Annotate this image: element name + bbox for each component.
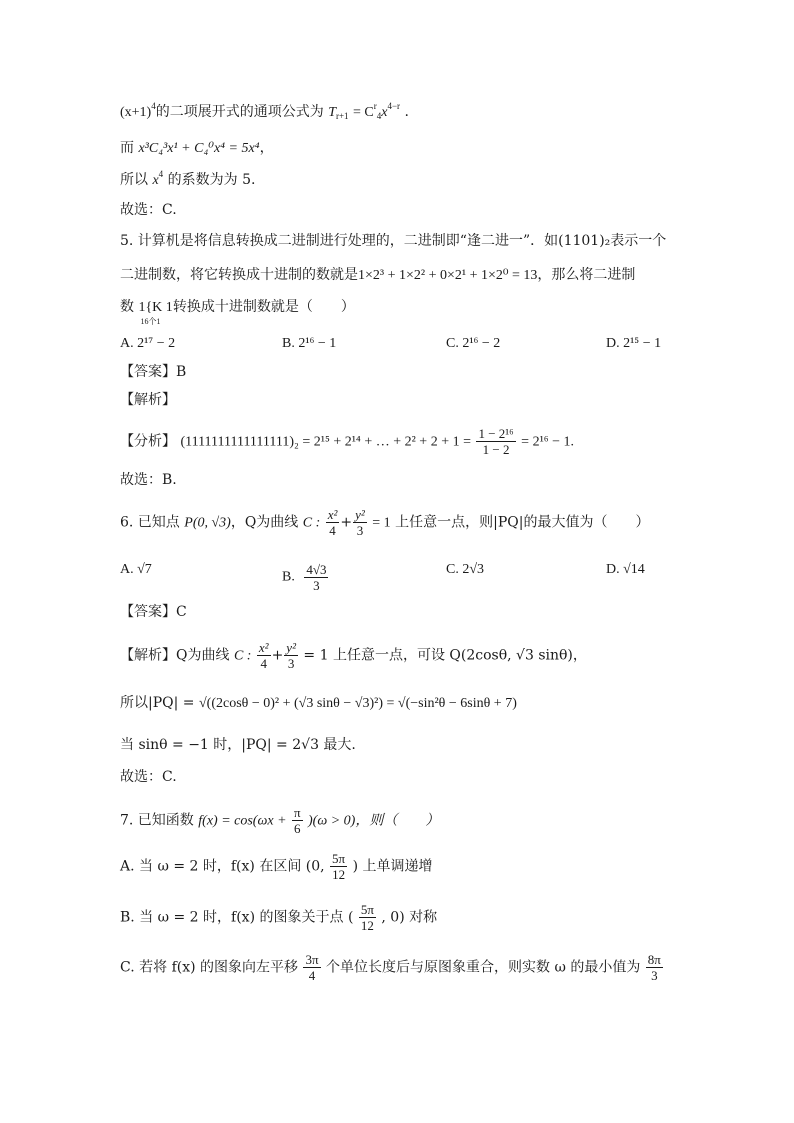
- q7-option-b: [120, 902, 437, 933]
- denominator: 3: [651, 968, 658, 983]
- q5-option-c: C. 2¹⁶ − 2: [446, 336, 501, 351]
- expr: (x+1): [120, 105, 152, 120]
- q5-analysis-label: 【解析】: [120, 392, 176, 408]
- pre: 【解析】Q为曲线: [120, 647, 230, 664]
- solution-line-binomial: [120, 101, 409, 124]
- numerator: 5π: [360, 902, 374, 917]
- pi-fraction: [292, 805, 303, 836]
- numerator: 1 − 2¹⁶: [478, 426, 514, 441]
- pre: 7. 已知函数: [120, 812, 194, 829]
- c-sup: r: [373, 101, 377, 111]
- c-sub: 4: [376, 111, 382, 121]
- formula: √((2cosθ − 0)² + (√3 sinθ − √3)²) = √(−sin²θ − 6sinθ + 7): [198, 696, 517, 711]
- q6-option-c: C. 2√3: [446, 562, 485, 577]
- solution-line-result: [120, 169, 255, 192]
- post: ) 上单调递增: [352, 858, 433, 875]
- denominator: 3: [287, 656, 295, 671]
- q6-answer: 【答案】C: [120, 604, 187, 620]
- x-symbol: x: [381, 105, 388, 120]
- pre: A. 当 ω = 2 时，f(x) 在区间 (0,: [120, 858, 325, 875]
- fraction: [330, 851, 347, 882]
- formula: (1111111111111111)₂ = 2¹⁵ + 2¹⁴ + … + 2² + 2 + 1 =: [180, 434, 471, 450]
- eq-c: = C: [353, 105, 374, 120]
- mid: 个单位长度后与原图象重合，则实数 ω 的最小值为: [326, 959, 641, 976]
- fraction: [359, 902, 376, 933]
- denominator: 3: [356, 523, 364, 538]
- q6-choose: 故选：C.: [120, 769, 177, 785]
- denominator: 6: [294, 821, 301, 836]
- function: f(x) = cos(ωx +: [198, 813, 287, 829]
- x-fraction: [326, 507, 340, 538]
- numerator: x²: [258, 640, 269, 655]
- denominator: 12: [332, 867, 346, 882]
- q6-option-d: D. √14: [606, 562, 645, 577]
- post: ，那么将二进制: [537, 267, 636, 283]
- choose-line: 故选：C.: [120, 202, 177, 218]
- q6-pq-line: [120, 692, 517, 715]
- pre: 6. 已知点: [120, 514, 180, 531]
- x-fraction: [257, 640, 271, 671]
- numerator: x²: [327, 507, 338, 522]
- denominator: 1 − 2: [482, 442, 510, 457]
- q6-option-b: [282, 562, 329, 593]
- formula: 1×2³ + 1×2² + 0×2¹ + 1×2⁰ = 13: [358, 268, 538, 283]
- pre: 所以|PQ| =: [120, 695, 195, 711]
- formula: x³C₄³x¹ + C₄⁰x⁴ = 5x⁴: [138, 141, 260, 156]
- label: B.: [282, 569, 295, 585]
- y-fraction: [353, 507, 367, 538]
- x-symbol: x: [152, 173, 159, 188]
- q5-choose: 故选：B.: [120, 472, 177, 488]
- post: )(ω > 0)，则（ ）: [308, 813, 440, 829]
- fraction: [476, 426, 515, 457]
- x-exp: 4−r: [387, 101, 401, 111]
- fraction: [303, 952, 320, 983]
- t-symbol: T: [328, 105, 336, 120]
- denominator: 12: [360, 918, 374, 933]
- q5-option-b: B. 2¹⁶ − 1: [282, 336, 337, 351]
- curve-label: C :: [302, 515, 321, 531]
- post: = 1 上任意一点，可设 Q(2cosθ, √3 sinθ)，: [303, 647, 587, 664]
- pre: 数: [120, 299, 134, 315]
- label: 【分析】: [120, 433, 176, 450]
- q7-option-a: [120, 851, 433, 882]
- result: = 2¹⁶ − 1.: [521, 434, 575, 450]
- denominator: 3: [313, 578, 320, 593]
- numerator: 5π: [332, 851, 346, 866]
- post: 上任意一点，则|PQ|的最大值为（ ）: [395, 514, 650, 531]
- numerator: 4√3: [306, 562, 327, 577]
- numerator: π: [293, 805, 301, 820]
- q7-option-c: [120, 952, 664, 983]
- q6-jiexi: 【解析】Q为曲线 C : $\frac{\text{x²}}{4}$ + $\frac{\text{y²}}{3}$ = 1 上任意一点，可设 Q(2cosθ, √3 sinθ)，: [120, 640, 587, 671]
- q6-option-a: A. √7: [120, 562, 152, 577]
- solution-line-coefficient: [120, 137, 274, 160]
- fraction-2: [646, 952, 663, 983]
- question-6: 6. 已知点 P(0, √3)，Q为曲线 C : $\frac{\text{x²}}{4}$ + $\frac{\text{y²}}{3}$ = 1 上任意一点，则|PQ|的最大值为（ ）: [120, 507, 650, 538]
- comma: ，: [259, 140, 274, 156]
- numerator: y²: [286, 640, 296, 655]
- fraction: [304, 562, 328, 593]
- pre: C. 若将 f(x) 的图象向左平移: [120, 959, 299, 976]
- numerator: 3π: [305, 952, 319, 967]
- curve-eq: = 1: [372, 515, 391, 531]
- denominator: 4: [308, 968, 316, 983]
- prefix: 而: [120, 140, 134, 156]
- post: 转换成十进制数就是（ ）: [172, 299, 355, 315]
- denominator: 4: [329, 523, 336, 538]
- period: .: [404, 104, 409, 120]
- q5-option-d: D. 2¹⁵ − 1: [606, 336, 662, 351]
- mid: ，Q为曲线: [230, 514, 299, 531]
- q5-fenxi: [120, 426, 574, 457]
- text: 的系数为为 5.: [167, 172, 256, 188]
- t-sub: r+1: [335, 111, 349, 121]
- binary-ones-notation: [138, 296, 173, 326]
- q6-when-line: 当 sinθ = −1 时，|PQ| = 2√3 最大.: [120, 737, 356, 753]
- curve-label: C :: [233, 648, 252, 664]
- pre: B. 当 ω = 2 时，f(x) 的图象关于点 (: [120, 909, 354, 926]
- question-7: [120, 805, 439, 836]
- text: 的二项展开式的通项公式为: [155, 104, 324, 120]
- point: P(0, √3): [184, 515, 231, 531]
- pre: 二进制数，将它转换成十进制的数就是: [120, 267, 358, 283]
- x-exp: 4: [158, 169, 164, 179]
- q5-option-a: A. 2¹⁷ − 2: [120, 336, 176, 351]
- numerator: y²: [355, 507, 365, 522]
- denominator: 4: [260, 656, 267, 671]
- underbrace-label: 16个1: [140, 317, 161, 326]
- post: , 0) 对称: [381, 909, 438, 926]
- question-5-line-2: [120, 264, 635, 287]
- expr-exp: 4: [151, 101, 156, 111]
- prefix: 所以: [120, 172, 148, 188]
- question-5-line-3: [120, 296, 355, 326]
- q5-answer: 【答案】B: [120, 364, 187, 380]
- glyph: 1{K 1: [138, 300, 173, 315]
- question-5-line-1: 5. 计算机是将信息转换成二进制进行处理的，二进制即“逢二进一”．如(1101)₂表示一个: [120, 233, 667, 249]
- numerator: 8π: [647, 952, 661, 967]
- y-fraction: [284, 640, 298, 671]
